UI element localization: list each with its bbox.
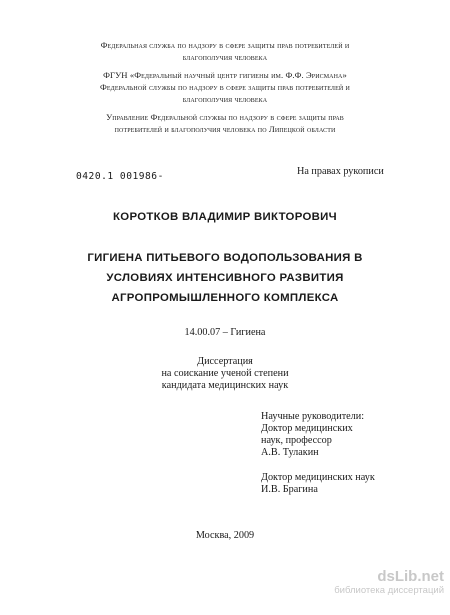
dissertation-field: кандидата медицинских наук <box>161 380 289 391</box>
header-line-2: благополучия человека <box>182 52 268 62</box>
author-name: КОРОТКОВ ВЛАДИМИР ВИКТОРОВИЧ <box>113 211 337 223</box>
supervisor-1-name: А.В. Тулакин <box>261 447 319 458</box>
supervisors-heading: Научные руководители: <box>261 411 365 422</box>
supervisor-2-name: И.В. Брагина <box>261 484 318 495</box>
supervisor-1-degree: Доктор медицинских <box>261 423 353 434</box>
watermark-logo-text: dsLib.net <box>377 568 444 585</box>
dissertation-label: Диссертация <box>197 356 253 367</box>
watermark-caption: библиотека диссертаций <box>334 585 444 596</box>
supervisor-1-rank: наук, профессор <box>261 435 332 446</box>
dissertation-degree: на соискание ученой степени <box>161 368 289 379</box>
specialty-code: 14.00.07 – Гигиена <box>184 327 266 338</box>
title-line-2: УСЛОВИЯХ ИНТЕНСИВНОГО РАЗВИТИЯ <box>106 272 344 284</box>
header-line-3: ФГУН «Федеральный научный центр гигиены им. Ф.Ф. Эрисмана» <box>103 70 347 80</box>
manuscript-note: На правах рукописи <box>297 166 384 177</box>
watermark <box>320 568 444 596</box>
title-line-3: АГРОПРОМЫШЛЕННОГО КОМПЛЕКСА <box>111 292 339 304</box>
header-line-1: Федеральная служба по надзору в сфере защиты прав потребителей и <box>100 40 350 50</box>
header-line-6: Управление Федеральной службы по надзору в сфере защиты прав <box>106 112 344 122</box>
title-line-1: ГИГИЕНА ПИТЬЕВОГО ВОДОПОЛЬЗОВАНИЯ В <box>87 252 363 264</box>
header-line-7: потребителей и благополучия человека по Липецкой области <box>114 124 336 134</box>
header-line-5: благополучия человека <box>182 94 268 104</box>
supervisor-2-degree: Доктор медицинских наук <box>261 472 375 483</box>
header-line-4: Федеральной службы по надзору в сфере защиты прав потребителей и <box>100 82 350 92</box>
place-and-year: Москва, 2009 <box>195 530 255 541</box>
registration-stamp: 0420.1 001986- <box>76 171 164 182</box>
